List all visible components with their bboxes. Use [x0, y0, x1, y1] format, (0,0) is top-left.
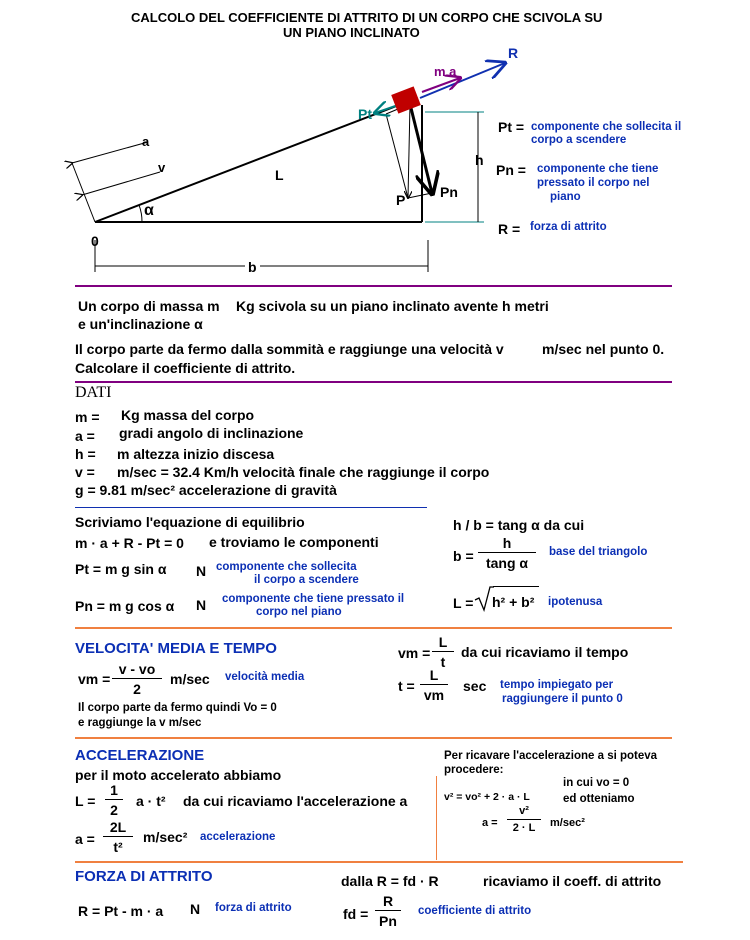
accel-l-rest: a · t²: [136, 793, 166, 809]
eq-pn-desc-1: componente che tiene pressato il: [222, 593, 405, 605]
accel-alt-cond: in cui vo = 0: [563, 777, 630, 789]
geo-b-num: h: [478, 535, 536, 553]
dimension-b: [95, 240, 428, 272]
accel-l-fraction: [105, 782, 123, 818]
problem-line-4: Calcolare il coefficiente di attrito.: [75, 360, 296, 376]
t-fraction: [420, 667, 448, 703]
divider-6: [75, 861, 683, 863]
t-num: L: [420, 667, 448, 685]
friction-fd-den: Pn: [379, 913, 397, 929]
dati-a-val: gradi angolo di inclinazione: [119, 425, 304, 441]
angle-arc: [139, 205, 142, 222]
accel-alt-1: Per ricavare l'accelerazione a si poteva: [444, 750, 658, 762]
problem-line-3a: Il corpo parte da fermo dalla sommità e raggiunge una velocità v: [75, 341, 504, 357]
t-key: t =: [398, 678, 415, 694]
geo-l-rad: h² + b²: [492, 594, 535, 610]
t-desc-1: tempo impiegato per: [500, 679, 614, 691]
geo-b-fraction: [478, 535, 536, 571]
dati-g-line: g = 9.81 m/sec² accelerazione di gravità: [75, 482, 337, 498]
problem-line-3b: m/sec nel punto 0.: [542, 341, 665, 357]
label-b: b: [245, 259, 260, 275]
label-R: R: [508, 45, 519, 61]
friction-ricaviamo: ricaviamo il coeff. di attrito: [483, 873, 662, 889]
vm-fraction: [112, 661, 162, 697]
accel-a-num: 2L: [103, 819, 133, 837]
eq-pt-desc-2: il corpo a scendere: [254, 574, 359, 586]
eq-pn-unit: N: [196, 597, 207, 613]
geo-b-den: tang α: [485, 555, 529, 571]
legend-pn-desc-3: piano: [550, 191, 581, 203]
label-v: v: [158, 160, 166, 175]
label-L: L: [275, 167, 284, 183]
accel-line-1: per il moto accelerato abbiamo: [75, 767, 282, 783]
eq-pt-formula: Pt = m g sin α: [75, 561, 167, 577]
accel-alt-a-unit: m/sec²: [550, 817, 585, 829]
title-line-1: CALCOLO DEL COEFFICIENTE DI ATTRITO DI UN CORPO CHE SCIVOLA SU: [131, 10, 603, 25]
accel-alt-obt: ed otteniamo: [563, 793, 635, 805]
accel-alt-2: procedere:: [444, 764, 504, 776]
eq-pn-desc-2: corpo nel piano: [256, 606, 342, 618]
dati-v-key: v =: [75, 464, 95, 480]
vm-key: vm =: [78, 671, 111, 687]
vm2-den: t: [440, 654, 446, 670]
geo-b-key: b =: [453, 548, 474, 564]
vm2-num: L: [432, 634, 454, 652]
inclined-plane-diagram: [0, 0, 750, 290]
dati-a-key: a =: [75, 428, 95, 444]
accel-a-fraction: [103, 819, 133, 855]
title-line-2: UN PIANO INCLINATO: [283, 25, 420, 40]
velocity-heading: VELOCITA' MEDIA E TEMPO: [75, 640, 277, 657]
accel-a-unit: m/sec²: [143, 829, 188, 845]
vm2-key: vm =: [398, 645, 431, 661]
legend-pt-key: Pt =: [498, 119, 525, 135]
eq-pn-formula: Pn = m g cos α: [75, 598, 175, 614]
accel-l-key: L =: [75, 793, 96, 809]
legend-pn-key: Pn =: [496, 162, 526, 178]
accel-l-num: 1: [105, 782, 123, 800]
vm2-note: da cui ricaviamo il tempo: [461, 644, 629, 660]
eq-heading: Scriviamo l'equazione di equilibrio: [75, 514, 305, 530]
geo-hb-line: h / b = tang α da cui: [453, 517, 585, 533]
problem-line-2: e un'inclinazione α: [78, 316, 203, 332]
dati-m-key: m =: [75, 409, 100, 425]
label-h: h: [475, 152, 484, 168]
dati-m-val: Kg massa del corpo: [121, 407, 255, 423]
accel-heading: ACCELERAZIONE: [75, 747, 205, 764]
sqrt-sign: [474, 586, 494, 612]
friction-fd-num: R: [375, 893, 401, 911]
label-P: P: [396, 192, 406, 208]
legend-r-key: R =: [498, 221, 521, 237]
friction-r-desc: forza di attrito: [215, 902, 292, 914]
problem-line-1b: Kg scivola su un piano inclinato avente h metri: [236, 298, 549, 314]
geo-l-key: L =: [453, 595, 474, 611]
divider-3: [75, 507, 427, 508]
t-den: vm: [423, 687, 445, 703]
divider-5: [75, 737, 672, 739]
label-ma: m a: [434, 64, 457, 79]
accel-alt-a-num: v²: [507, 805, 541, 820]
vm-desc: velocità media: [225, 671, 305, 683]
accel-vertical-divider: [436, 776, 437, 860]
legend-pt-desc-1: componente che sollecita il: [531, 121, 682, 133]
vm-den: 2: [133, 681, 141, 697]
label-Pt: Pt: [358, 106, 372, 122]
eq-formula: m · a + R - Pt = 0: [75, 535, 184, 551]
accel-a-desc: accelerazione: [200, 831, 276, 843]
vm-unit: m/sec: [170, 671, 210, 687]
sqrt-bar: [493, 586, 539, 587]
legend-pn-desc-2: pressato il corpo nel: [537, 177, 650, 189]
accel-alt-eq: v² = vo² + 2 · a · L: [444, 791, 530, 803]
accel-a-key: a =: [75, 831, 95, 847]
accel-l-note: da cui ricaviamo l'accelerazione a: [183, 793, 408, 809]
eq-note: e troviamo le componenti: [209, 534, 379, 550]
accel-alt-a-key: a =: [482, 817, 498, 829]
velocity-note-1: Il corpo parte da fermo quindi Vo = 0: [78, 702, 277, 714]
accel-alt-a-fraction: [507, 805, 541, 835]
dati-h-key: h =: [75, 446, 96, 462]
accel-alt-a-den: 2 · L: [512, 822, 536, 834]
dati-h-val: m altezza inizio discesa: [117, 446, 275, 462]
friction-heading: FORZA DI ATTRITO: [75, 868, 213, 885]
divider-1: [75, 285, 672, 287]
geo-l-desc: ipotenusa: [548, 596, 603, 608]
accel-l-den: 2: [110, 802, 118, 818]
friction-r-formula: R = Pt - m · a: [78, 903, 164, 919]
label-a: a: [142, 134, 150, 149]
label-0: 0: [91, 233, 99, 249]
eq-pt-desc-1: componente che sollecita: [216, 561, 357, 573]
dati-v-val: m/sec = 32.4 Km/h velocità finale che raggiunge il corpo: [117, 464, 490, 480]
eq-pt-unit: N: [196, 563, 207, 579]
legend-r-desc: forza di attrito: [530, 221, 607, 233]
vm2-fraction: [432, 634, 454, 670]
problem-line-1a: Un corpo di massa m: [78, 298, 220, 314]
velocity-note-2: e raggiunge la v m/sec: [78, 717, 202, 729]
vm-num: v - vo: [112, 661, 162, 679]
t-unit: sec: [463, 678, 487, 694]
divider-2: [75, 381, 672, 383]
friction-fd-desc: coefficiente di attrito: [418, 905, 532, 917]
friction-fd-fraction: [375, 893, 401, 929]
dati-heading: DATI: [75, 384, 112, 401]
t-desc-2: raggiungere il punto 0: [502, 693, 623, 705]
friction-fd-key: fd =: [343, 906, 369, 922]
legend-pt-desc-2: corpo a scendere: [531, 134, 627, 146]
friction-r-unit: N: [190, 901, 201, 917]
divider-4: [75, 627, 672, 629]
force-vectors: [375, 63, 505, 198]
label-alpha: α: [144, 202, 154, 219]
legend-pn-desc-1: componente che tiene: [537, 163, 659, 175]
label-Pn: Pn: [440, 184, 458, 200]
geo-b-desc: base del triangolo: [549, 546, 648, 558]
accel-a-den: t²: [113, 839, 123, 855]
friction-dalla: dalla R = fd · R: [341, 873, 439, 889]
